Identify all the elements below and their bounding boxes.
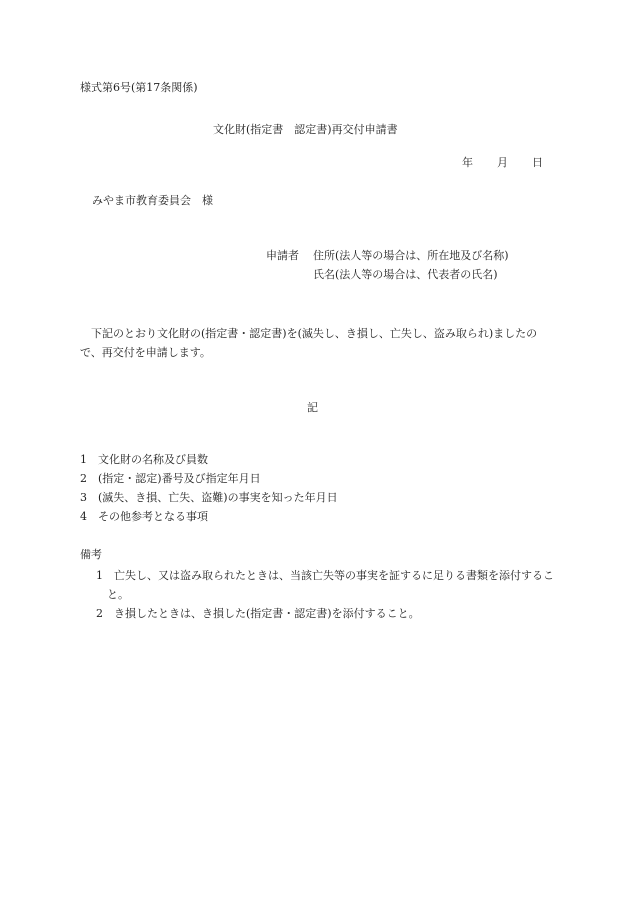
document-title: 文化財(指定書 認定書)再交付申請書 [213,123,398,136]
applicant-label: 申請者 [266,249,299,262]
applicant-name-line: 氏名(法人等の場合は、代表者の氏名) [313,268,498,281]
date-line [462,157,543,168]
list-item [80,473,261,484]
ki-heading: 記 [307,401,318,414]
date-day-label: 日 [532,156,543,169]
form-number: 様式第6号(第17条関係) [80,81,198,94]
list-item-number: 1 [80,453,87,466]
date-month-label: 月 [497,156,508,169]
list-item-number: 3 [80,491,87,504]
addressee: みやま市教育委員会 様 [92,194,213,207]
remark-item: 1 亡失し、又は盗み取られたときは、当該亡失等の事実を証するに足りる書類を添付すること。 [96,569,554,601]
remark-item: 2 き損したときは、き損した(指定書・認定書)を添付すること。 [96,607,420,620]
remarks-title: 備考 [80,548,102,561]
list-item-text: (指定・認定)番号及び指定年月日 [98,472,261,485]
list-item [80,492,338,503]
list-item [80,454,208,465]
list-item-number: 2 [80,472,87,485]
list-item-text: 文化財の名称及び員数 [98,453,208,466]
list-item-text: (滅失、き損、亡失、盗難)の事実を知った年月日 [98,491,338,504]
list-item-number: 4 [80,510,87,523]
body-paragraph: 下記のとおり文化財の(指定書・認定書)を(滅失し、き損し、亡失し、盗み取られ)ましたので、再交付を申請します。 [80,327,538,359]
applicant-address-line: 住所(法人等の場合は、所在地及び名称) [313,249,509,262]
list-item [80,511,208,522]
list-item-text: その他参考となる事項 [98,510,208,523]
date-year-label: 年 [462,156,473,169]
